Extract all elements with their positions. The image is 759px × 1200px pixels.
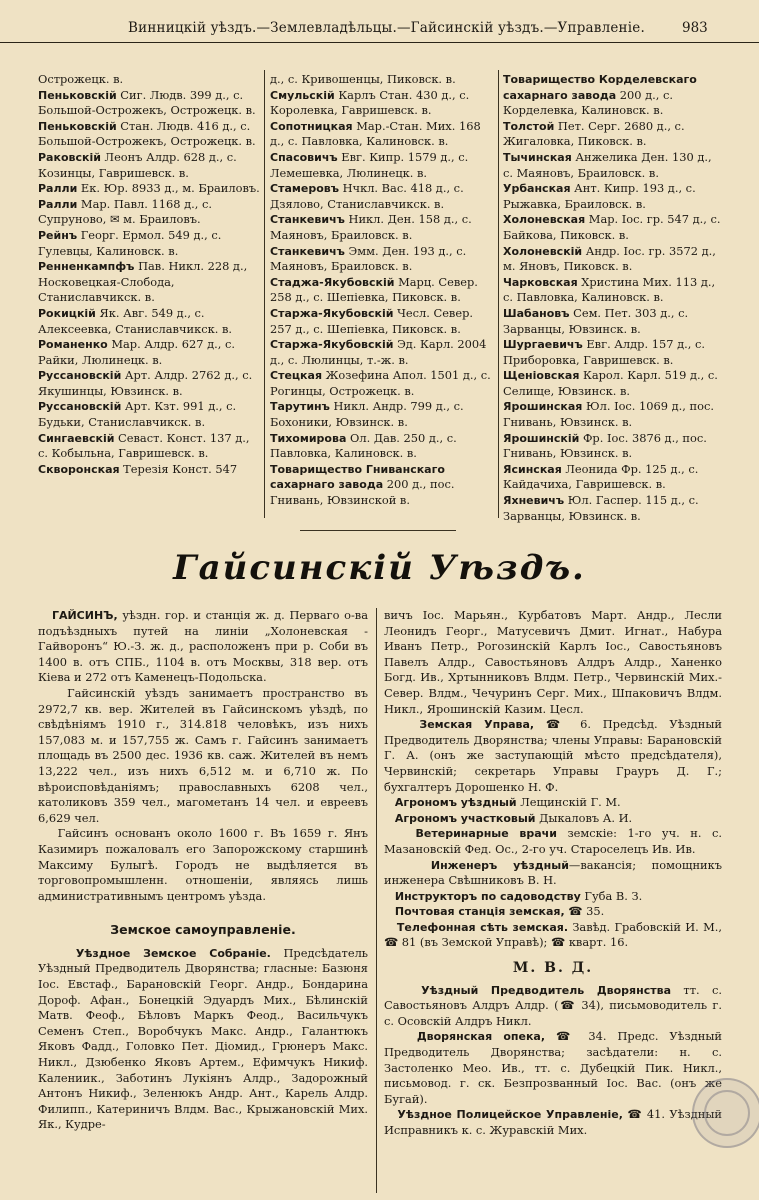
landowner-entry bbox=[503, 181, 723, 212]
landowner-entry bbox=[270, 88, 494, 119]
landowner-name: Урбанская bbox=[503, 182, 571, 196]
landowner-entry bbox=[270, 368, 494, 399]
landowner-name: Тарутинъ bbox=[270, 400, 330, 414]
landowner-entry bbox=[503, 431, 723, 462]
landowner-entry bbox=[270, 275, 494, 306]
landowner-name: Станкевичъ bbox=[270, 244, 345, 258]
landowner-details: Юл. Гаспер. 115 д., с. Зарванцы, Ювзинск. в. bbox=[503, 493, 699, 523]
landowner-name: Романенко bbox=[38, 338, 108, 352]
landowner-name: Шургаевичъ bbox=[503, 338, 583, 352]
running-header bbox=[0, 14, 759, 43]
stamp-inner-ring bbox=[704, 1090, 750, 1136]
landowner-name: Тихомирова bbox=[270, 431, 347, 445]
landowner-entry bbox=[38, 88, 260, 119]
landowner-entry bbox=[38, 181, 260, 197]
landowner-entry bbox=[270, 462, 494, 509]
landowner-name: Сопотницкая bbox=[270, 119, 353, 133]
landowner-name: Чарковская bbox=[503, 275, 578, 289]
landowner-name: Ярошинская bbox=[503, 400, 583, 414]
landowner-entry bbox=[270, 306, 494, 337]
landowner-details: Мар. Алдр. 627 д., с. Райки, Люлинецк. в. bbox=[38, 337, 235, 367]
landowner-details: Терезія Конст. 547 bbox=[119, 461, 238, 476]
landowner-details: Як. Авг. 549 д., с. Алексеевка, Станиславчикск. в. bbox=[38, 305, 232, 336]
landowner-details: Эд. Карл. 2004 д., с. Люлинцы, т.-ж. в. bbox=[270, 337, 487, 367]
landowners-column-1 bbox=[38, 72, 260, 477]
landowner-name: Стецкая bbox=[270, 369, 323, 383]
zemstvo-subheading: Земское самоуправленіе. bbox=[110, 922, 296, 938]
landowner-details: 200 д., пос. Гнивань, Ювзинской в. bbox=[270, 477, 455, 508]
landowner-details: Мар. Павл. 1168 д., с. Супруново, ✉ м. Браиловъ. bbox=[38, 196, 213, 227]
history-paragraph: Гайсинъ основанъ около 1600 г. Въ 1659 г. Янъ Казимиръ пожаловалъ его Запорожскому старшинѣ Максиму Булыгѣ. Городъ не выдѣляется въ торговопромышленн. отношеніи, являясь лишь административнымъ центромъ уѣзда. bbox=[38, 826, 368, 903]
landowner-name: Шабановъ bbox=[503, 306, 570, 320]
landowner-details: Арт. Кзт. 991 д., с. Будьки, Станиславчикск. в. bbox=[38, 399, 237, 430]
landowner-name: Ралли bbox=[38, 197, 78, 211]
landowner-entry bbox=[38, 150, 260, 181]
landowner-entry bbox=[503, 368, 723, 399]
landowner-entry bbox=[503, 306, 723, 337]
landowner-entry bbox=[38, 399, 260, 430]
landowner-entry bbox=[503, 462, 723, 493]
landowner-details: Фр. Іос. 3876 д., пос. Гнивань, Ювзинск. в. bbox=[503, 430, 707, 461]
landowner-name: Тычинская bbox=[503, 150, 572, 164]
landowner-name: Холоневскій bbox=[503, 244, 583, 258]
landowner-details: Нчкл. Вас. 418 д., с. Дзялово, Станиславчикск. в. bbox=[270, 181, 464, 211]
landowner-name: Сингаевскій bbox=[38, 431, 115, 445]
landowner-name: Скворонская bbox=[38, 462, 120, 476]
landowner-name: Ралли bbox=[38, 182, 78, 196]
landowner-entry bbox=[503, 212, 723, 243]
landowner-details: Евг. Алдр. 157 д., с. Приборовка, Гавришевск. в. bbox=[503, 337, 705, 367]
district-left-column bbox=[38, 608, 368, 1133]
landowner-name: Товарищество Гниванскаго сахарнаго завода bbox=[270, 462, 445, 492]
landowner-details: Мар.-Стан. Мих. 168 д., с. Павловка, Калиновск. в. bbox=[270, 118, 481, 149]
landowner-details: Евг. Кипр. 1579 д., с. Лемешевка, Люлинецк. в. bbox=[270, 149, 469, 180]
agronomist-local: Агрономъ участковый Дыкаловъ А. И. bbox=[394, 810, 633, 825]
landowner-name: Стаджа-Якубовскій bbox=[270, 275, 395, 289]
landowner-details: Острожецк. в. bbox=[38, 72, 124, 86]
landowner-entry bbox=[270, 399, 494, 430]
landowner-entry bbox=[270, 244, 494, 275]
landowner-details: Ол. Дав. 250 д., с. Павловка, Калиновск. в. bbox=[270, 430, 457, 461]
landowner-entry bbox=[503, 244, 723, 275]
landowner-details: Севаст. Конст. 137 д., с. Кобыльна, Гавришевск. в. bbox=[38, 430, 250, 461]
landowner-details: Никл. Ден. 158 д., с. Маяновъ, Браиловск. в. bbox=[270, 212, 472, 242]
gaysin-paragraph: ГАЙСИНЪ, уѣздн. гор. и станція ж. д. Перваго о-ва подъѣздныхъ путей на линіи „Холоневская - Гайворонъ“ Ю.-З. ж. д., расположенъ при р. Соби въ 1400 в. отъ СПБ., 1104 в. отъ Москвы, 318 вер. отъ Кіева и 272 отъ Каменецъ-Подольска. bbox=[38, 608, 368, 685]
landowner-details: 200 д., с. Корделевка, Калиновск. в. bbox=[503, 87, 673, 118]
landowner-name: Смульскій bbox=[270, 88, 335, 102]
landowner-entry bbox=[503, 150, 723, 181]
column-rule-2 bbox=[498, 70, 499, 518]
landowner-entry bbox=[38, 197, 260, 228]
landowner-details: Эмм. Ден. 193 д., с. Маяновъ, Браиловск. в. bbox=[270, 243, 467, 274]
landowner-details: Леонида Фр. 125 д., с. Кайдачиха, Гавришевск. в. bbox=[503, 461, 699, 492]
landowner-entry bbox=[503, 275, 723, 306]
landowner-details: Сиг. Людв. 399 д., с. Большой-Острожекъ, Острожецк. в. bbox=[38, 87, 256, 118]
landowner-name: Старжа-Якубовскій bbox=[270, 306, 394, 320]
landowner-details: Пет. Серг. 2680 д., с. Жигаловка, Пиковск. в. bbox=[503, 118, 685, 149]
landowner-name: Руссановскій bbox=[38, 400, 122, 414]
landowner-details: Жозефина Апол. 1501 д., с. Рогинцы, Острожецк. в. bbox=[270, 368, 491, 398]
landowner-details: Марц. Север. 258 д., с. Шепіевка, Пиковск. в. bbox=[270, 274, 478, 305]
landowner-name: Холоневская bbox=[503, 213, 586, 227]
landowner-details: д., с. Кривошенцы, Пиковск. в. bbox=[270, 72, 456, 86]
landowner-details: Пав. Никл. 228 д., Носковецкая-Слобода, Станиславчикск. в. bbox=[38, 259, 248, 305]
landowner-name: Старжа-Якубовскій bbox=[270, 338, 394, 352]
landowner-entry bbox=[270, 212, 494, 243]
page-number: 983 bbox=[682, 20, 708, 36]
post-station: Почтовая станція земская, ☎ 35. bbox=[394, 904, 605, 919]
landowner-name: Ярошинскій bbox=[503, 431, 580, 445]
landowner-name: Товарищество Корделевскаго сахарнаго завода bbox=[503, 73, 697, 102]
landowner-details: Христина Мих. 113 д., с. Павловка, Калиновск. в. bbox=[503, 274, 716, 305]
landowner-entry bbox=[503, 337, 723, 368]
noble-guardianship: Дворянская опека, ☎ 34. Предс. Уѣздный Предводитель Дворянства; засѣдатели: н. с. Застоленко Мео. Ив., тт. с. Дубецкій Пик. Никл., письмовод. г. ск. Безпрозванный Іос. Вас. (онъ же Бугай). bbox=[384, 1029, 722, 1106]
landowner-name: Ясинская bbox=[503, 462, 562, 476]
landowner-details: Ант. Кипр. 193 д., с. Рыжавка, Браиловск. в. bbox=[503, 181, 696, 211]
landowner-details: Мар. Іос. гр. 547 д., с. Байкова, Пиковск. в. bbox=[503, 212, 721, 242]
landowner-name: Рейнъ bbox=[38, 228, 78, 242]
landowner-name: Спасовичъ bbox=[270, 150, 338, 164]
landowner-name: Пеньковскій bbox=[38, 88, 117, 102]
landowner-entry bbox=[270, 72, 494, 88]
section-title: Гайсинскій Уѣздъ. bbox=[173, 548, 586, 588]
landowner-entry bbox=[503, 72, 723, 119]
landowner-details: Леонъ Алдр. 628 д., с. Козинцы, Гавришевск. в. bbox=[38, 149, 237, 180]
landowner-details: Никл. Андр. 799 д., с. Бохоники, Ювзинск. в. bbox=[270, 399, 464, 430]
landowner-entry bbox=[270, 431, 494, 462]
landowner-entry bbox=[270, 337, 494, 368]
marshal-of-nobility: Уѣздный Предводитель Дворянства тт. с. Савостьяновъ Алдръ Алдр. (☎ 34), письмоводитель г. с. Осовскій Алдръ Никл. bbox=[384, 982, 723, 1028]
zemskaya-uprava: Земская Управа, ☎ 6. Предсѣд. Уѣздный Предводитель Дворянства; члены Управы: Барановскій Г. А. (онъ же заступающій мѣсто предсѣдателя), Червинскій; секретарь Управы Грауръ Д. Г.; бухгалтеръ Дорошенко Н. Ф. bbox=[384, 717, 722, 794]
horticulture-instructor: Инструкторъ по садоводству Губа В. З. bbox=[394, 888, 643, 903]
column-rule-3 bbox=[376, 608, 377, 1193]
landowner-entry bbox=[38, 119, 260, 150]
landowner-entry bbox=[38, 306, 260, 337]
landowner-details: Анжелика Ден. 130 д., с. Маяновъ, Браиловск. в. bbox=[503, 149, 712, 180]
landowner-entry bbox=[270, 150, 494, 181]
veterinarians: Ветеринарные врачи земскіе: 1-го уч. н. с. Мазановскій Фед. Ос., 2-го уч. Староселецъ Ив. Ив. bbox=[384, 826, 722, 856]
landowner-entry bbox=[503, 493, 723, 524]
landowner-name: Яхневичъ bbox=[503, 494, 565, 508]
landowner-name: Стамеровъ bbox=[270, 182, 339, 196]
landowner-name: Рокицкій bbox=[38, 306, 96, 320]
landowner-details: Юл. Іос. 1069 д., пос. Гнивань, Ювзинск. в. bbox=[503, 399, 714, 430]
landowner-details: Георг. Ермол. 549 д., с. Гулевцы, Калиновск. в. bbox=[38, 227, 222, 258]
section-divider bbox=[300, 530, 456, 531]
telephone-network: Телефонная сѣть земская. Завѣд. Грабовскій И. М., ☎ 81 (въ Земской Управѣ); ☎ кварт. 16. bbox=[384, 919, 722, 950]
landowner-name: Пеньковскій bbox=[38, 119, 117, 133]
landowner-entry bbox=[38, 259, 260, 306]
running-title: Винницкій уѣздъ.—Землевладѣльцы.—Гайсинскій уѣздъ.—Управленіе. bbox=[128, 20, 645, 36]
landowner-details: Чесл. Север. 257 д., с. Шепіевка, Пиковск. в. bbox=[270, 305, 473, 336]
landowner-entry bbox=[38, 431, 260, 462]
landowner-details: Андр. Іос. гр. 3572 д., м. Яновъ, Пиковск. в. bbox=[503, 243, 716, 274]
landowners-column-3 bbox=[503, 72, 723, 524]
landowner-entry bbox=[503, 119, 723, 150]
agronomist-district: Агрономъ уѣздный Лещинскій Г. М. bbox=[394, 795, 621, 810]
column-rule-1 bbox=[264, 70, 265, 518]
landowner-details: Карол. Карл. 519 д., с. Селище, Ювзинск. в. bbox=[503, 368, 718, 398]
landowner-entry bbox=[503, 399, 723, 430]
district-paragraph: Гайсинскій уѣздъ занимаетъ пространство въ 2972,7 кв. вер. Жителей въ Гайсинскомъ уѣздѣ, по свѣдѣніямъ 1910 г., 314.818 человѣкъ, изъ нихъ 157,083 м. и 157,755 ж. Самъ г. Гайсинъ занимаетъ площадь въ 2500 дес. 1936 кв. саж. Жителей въ немъ 13,222 чел., изъ нихъ 6,512 м. и 6,710 ж. По вѣроисповѣданіямъ; православныхъ 6208 чел., католиковъ 359 чел., магометанъ 14 чел. и евреевъ 6,629 чел. bbox=[38, 685, 368, 825]
landowner-entry bbox=[38, 72, 260, 88]
landowner-entry bbox=[38, 368, 260, 399]
district-right-column bbox=[384, 608, 722, 1139]
landowner-details: Сем. Пет. 303 д., с. Зарванцы, Ювзинск. в. bbox=[503, 305, 689, 336]
landowner-entry bbox=[38, 462, 260, 478]
landowner-details: Ек. Юр. 8933 д., м. Браиловъ. bbox=[77, 181, 260, 196]
landowner-name: Раковскій bbox=[38, 150, 101, 164]
landowner-details: Стан. Людв. 416 д., с. Большой-Острожекъ, Острожецк. в. bbox=[38, 118, 256, 149]
landowner-entry bbox=[270, 119, 494, 150]
landowner-details: Арт. Алдр. 2762 д., с. Якушинцы, Ювзинск. в. bbox=[38, 368, 253, 398]
landowner-entry bbox=[38, 337, 260, 368]
library-stamp bbox=[692, 1078, 759, 1148]
landowner-name: Ренненкампфъ bbox=[38, 260, 135, 274]
landowner-details: Карлъ Стан. 430 д., с. Королевка, Гавришевск. в. bbox=[270, 87, 470, 118]
landowner-name: Щеніовская bbox=[503, 369, 580, 383]
engineer: Инженеръ уѣздный—вакансія; помощникъ инженера Свѣшниковъ В. Н. bbox=[384, 857, 722, 888]
landowner-entry bbox=[270, 181, 494, 212]
landowner-name: Руссановскій bbox=[38, 369, 122, 383]
zemstvo-assembly-paragraph: Уѣздное Земское Собраніе. Предсѣдатель Уѣздный Предводитель Дворянства; гласные: Базюня Іос. Евстаф., Барановскій Георг. Андр., Бондарина Дороф. Афан., Бонецкій Эдуардъ Мих., Бѣлинскій Матв. Феоф., Бѣловъ Маркъ Феод., Васильчукъ Семенъ Степ., Воробчукъ Макс. Андр., Галантюкъ Яковъ Фадд., Головко Пет. Діомид., Грюнеръ Макс. Никл., Дзюбенко Яковъ Артем., Ефимчукъ Никиф. Калениик., Заботинъ Лукіянъ Алдр., Задорожный Антонъ Никиф., Зеленюкъ Андр. Ант., Карель Алдр. Филипп., Катериничъ Влдм. Вас., Крыжановскій Мих. Як., Кудре- bbox=[38, 945, 369, 1132]
mvd-heading: М. В. Д. bbox=[512, 960, 594, 977]
landowner-name: Толстой bbox=[503, 119, 555, 133]
assembly-continuation: вичъ Іос. Марьян., Курбатовъ Март. Андр., Лесли Леонидъ Георг., Матусевичъ Дмит. Игнат., Набура Иванъ Петр., Рогозинскій Карлъ Іос., Савостьяновъ Павелъ Алдр., Савостьяновъ Алдръ Алдр., Ханенко Богд. Ив., Хртынниковъ Влдм. Петр., Червинскій Мих.-Север. Влдм., Чечуринъ Серг. Мих., Шпаковичъ Влдм. Никл., Ярошинскій Казим. Цесл. bbox=[384, 608, 722, 716]
landowner-entry bbox=[38, 228, 260, 259]
police-administration: Уѣздное Полицейское Управленіе, ☎ 41. Уѣздный Исправникъ к. с. Журавскій Мих. bbox=[384, 1107, 722, 1137]
landowners-column-2 bbox=[270, 72, 494, 509]
landowner-name: Станкевичъ bbox=[270, 213, 345, 227]
